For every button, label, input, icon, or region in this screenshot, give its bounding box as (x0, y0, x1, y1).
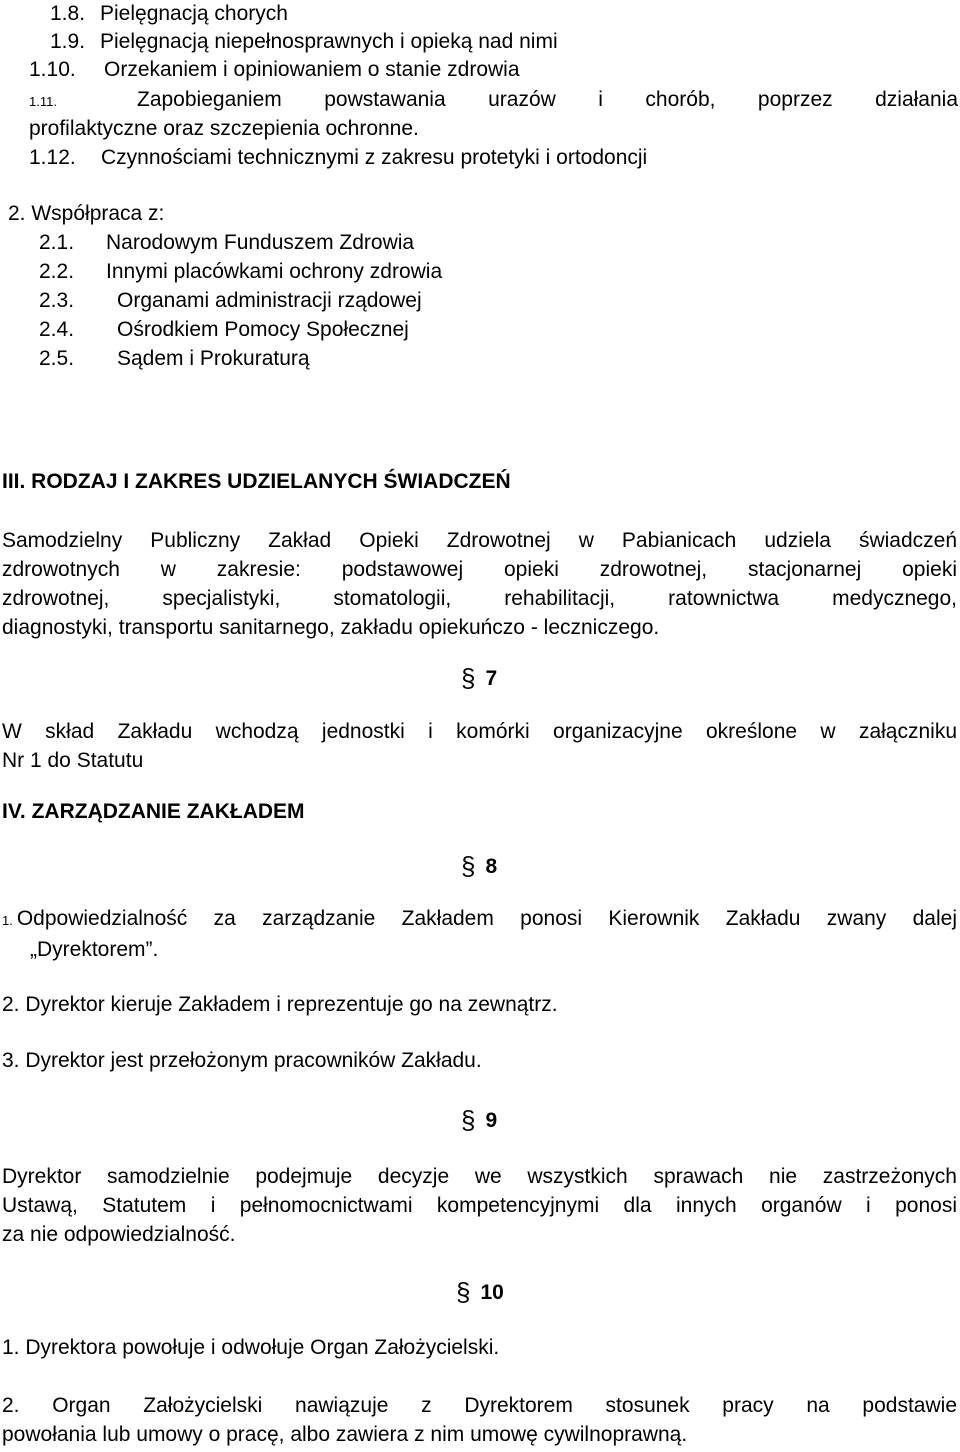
paragraph-line: za nie odpowiedzialność. (2, 1223, 236, 1246)
list-item-text: Pielęgnacją chorych (100, 2, 288, 25)
paragraph-number: 8 (485, 855, 498, 878)
list-item-text: Orzekaniem i opiniowaniem o stanie zdrowia (104, 58, 520, 81)
section-sign: § (461, 1105, 476, 1135)
paragraph-line: Nr 1 do Statutu (2, 749, 144, 772)
paragraph-text: Odpowiedzialność za zarządzanie Zakładem ponosi Kierownik Zakładu zwany dalej (16, 907, 957, 930)
paragraph-line: 2. Organ Założycielski nawiązuje z Dyrektorem stosunek pracy na podstawie (2, 1394, 957, 1417)
paragraph (2, 904, 957, 964)
list-item (29, 56, 520, 84)
section-sign: § (461, 663, 476, 693)
paragraph-line: zdrowotnej, specjalistyki, stomatologii, rehabilitacji, ratownictwa medycznego, (2, 587, 957, 610)
list-item (29, 144, 647, 172)
paragraph-mark (456, 1277, 504, 1308)
list-item-number: 1.12. (29, 146, 76, 169)
list-item-text: Innymi placówkami ochrony zdrowia (106, 260, 443, 283)
paragraph-line: 3. Dyrektor jest przełożonym pracowników Zakładu. (2, 1049, 482, 1072)
list-item (50, 28, 558, 56)
list-item-text: Czynnościami technicznymi z zakresu protetyki i ortodoncji (101, 146, 648, 169)
list-item (39, 287, 422, 315)
list-item-number: 2.4. (39, 318, 75, 341)
paragraph-line: Ustawą, Statutem i pełnomocnictwami kompetencyjnymi dla innych organów i ponosi (2, 1194, 957, 1217)
list-item-text: Sądem i Prokuraturą (117, 347, 310, 370)
list-item-number: 1. (2, 913, 13, 928)
list-item-text: Narodowym Funduszem Zdrowia (106, 231, 415, 254)
list-item (50, 0, 288, 28)
paragraph-mark (461, 851, 497, 882)
paragraph-line: zdrowotnych w zakresie: podstawowej opieki zdrowotnej, stacjonarnej opieki (2, 558, 957, 581)
paragraph-line: 2. Dyrektor kieruje Zakładem i reprezentuje go na zewnątrz. (2, 993, 558, 1016)
paragraph-mark (461, 663, 497, 694)
list-item (39, 316, 409, 344)
list-item-number: 2.1. (39, 231, 75, 254)
paragraph (2, 526, 957, 642)
list-item-number: 2.2. (39, 260, 75, 283)
paragraph-line: diagnostyki, transportu sanitarnego, zakładu opiekuńczo - leczniczego. (2, 616, 660, 639)
section-sign: § (456, 1277, 471, 1307)
paragraph-line: powołania lub umowy o pracę, albo zawiera z nim umowę cywilnoprawną. (2, 1423, 688, 1446)
paragraph-line: Dyrektor samodzielnie podejmuje decyzje we wszystkich sprawach nie zastrzeżonych (2, 1165, 957, 1188)
list-item-number: 1.11. (29, 94, 57, 109)
section-heading: IV. ZARZĄDZANIE ZAKŁADEM (2, 800, 305, 823)
list-item-continuation: profilaktyczne oraz szczepienia ochronne. (29, 117, 419, 140)
paragraph (2, 1391, 957, 1449)
list-item (39, 258, 442, 286)
paragraph-line (2, 904, 957, 935)
paragraph (2, 1162, 957, 1249)
list-item-number: 2.3. (39, 289, 75, 312)
list-item-text: Ośrodkiem Pomocy Społecznej (117, 318, 409, 341)
section-heading: 2. Współpraca z: (8, 202, 165, 225)
list-item-text: Organami administracji rządowej (117, 289, 422, 312)
list-item-number: 2.5. (39, 347, 75, 370)
paragraph-number: 7 (485, 667, 498, 690)
paragraph-line: „Dyrektorem”. (30, 938, 159, 961)
list-item (39, 345, 310, 373)
list-item (29, 86, 958, 116)
list-item-text-line1: Zapobieganiem powstawania urazów i chorób, poprzez działania (137, 88, 958, 111)
section-sign: § (461, 851, 476, 881)
list-item-number: 1.9. (50, 30, 86, 53)
list-item (39, 229, 414, 257)
paragraph-line: 1. Dyrektora powołuje i odwołuje Organ Założycielski. (2, 1336, 500, 1359)
list-item-text: Pielęgnacją niepełnosprawnych i opieką nad nimi (100, 30, 558, 53)
paragraph-number: 10 (480, 1281, 504, 1304)
section-heading: III. RODZAJ I ZAKRES UDZIELANYCH ŚWIADCZEŃ (2, 470, 511, 493)
paragraph-mark (461, 1105, 497, 1136)
paragraph (2, 717, 957, 775)
list-item-number: 1.8. (50, 2, 86, 25)
paragraph-number: 9 (485, 1109, 498, 1132)
paragraph-line: W skład Zakładu wchodzą jednostki i komórki organizacyjne określone w załączniku (2, 720, 957, 743)
list-item-number: 1.10. (29, 58, 76, 81)
paragraph-line: Samodzielny Publiczny Zakład Opieki Zdrowotnej w Pabianicach udziela świadczeń (2, 529, 957, 552)
